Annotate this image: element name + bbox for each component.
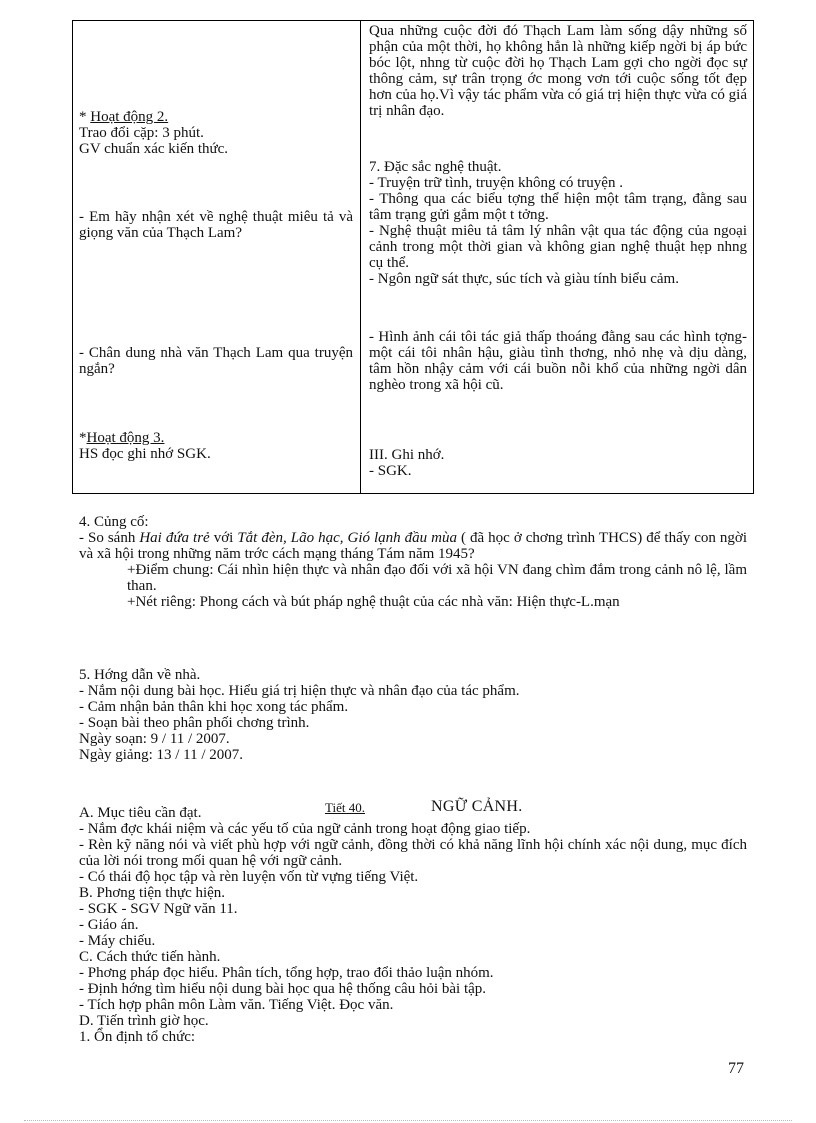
table-cell-right-1: Qua những cuộc đời đó Thạch Lam làm sống dậy những số phận của một thời, họ không hẳn là những kiếp ngời bị áp bức bóc lột, nhng từ cuộc đời họ Thạch Lam gợi cho ngời đọc sự thông cảm, sự trân trọng ớc mong vơn tới cuộc sống tốt đẹp hơn của họ.Vì vậy tác phẩm vừa có giá trị hiện thực vừa có giá trị nhân đạo.	[369, 23, 747, 119]
consolidation-heading: 4. Củng cố:	[79, 514, 149, 530]
body-line: - Phơng pháp đọc hiểu. Phân tích, tổng hợp, trao đổi thảo luận nhóm.	[79, 965, 494, 981]
body-line: 1. Ổn định tổ chức:	[79, 1029, 196, 1045]
table-cell-right-3: - Hình ảnh cái tôi tác giả thấp thoáng đằng sau các hình tợng- một cái tôi nhân hậu, giàu tình thơng, nhỏ nhẹ và dịu dàng, tâm hồn nhậy cảm với cái buồn nỗi khổ của những ngời dân nghèo trong xã hội cũ.	[369, 329, 747, 393]
homework-item: - Nắm nội dung bài học. Hiểu giá trị hiện thực và nhân đạo của tác phẩm.	[79, 683, 520, 699]
consolidation-question: - So sánh Hai đứa trẻ với Tắt đèn, Lão hạc, Gió lạnh đầu mùa ( đã học ở chơng trình THCS) để thấy con ngời và xã hội trong những năm trớc cách mạng tháng Tám năm 1945?	[79, 530, 747, 562]
page-bottom-divider	[24, 1120, 792, 1121]
body-line: C. Cách thức tiến hành.	[79, 949, 221, 965]
homework-heading: 5. Hớng dẫn về nhà.	[79, 667, 201, 683]
table-column-divider	[360, 21, 361, 493]
homework-item: - Soạn bài theo phân phối chơng trình.	[79, 715, 310, 731]
body-line: B. Phơng tiện thực hiện.	[79, 885, 226, 901]
body-line: D. Tiến trình giờ học.	[79, 1013, 209, 1029]
activity-2-heading: Hoạt động 2.	[90, 109, 169, 125]
lesson-plan-body	[79, 805, 747, 1045]
homework-section	[79, 667, 747, 763]
homework-item: - Cảm nhận bản thân khi học xong tác phẩm.	[79, 699, 349, 715]
table-cell-right-4: III. Ghi nhớ. - SGK.	[369, 447, 445, 479]
teach-date: Ngày giảng: 13 / 11 / 2007.	[79, 747, 244, 763]
body-line: - Có thái độ học tập và rèn luyện vốn từ vựng tiếng Việt.	[79, 869, 419, 885]
lesson-table	[72, 20, 754, 494]
body-line: - Nắm đợc khái niệm và các yếu tố của ngữ cảnh trong hoạt động giao tiếp.	[79, 821, 531, 837]
body-line: - Máy chiếu.	[79, 933, 156, 949]
body-line: - Tích hợp phân môn Làm văn. Tiếng Việt. Đọc văn.	[79, 997, 394, 1013]
activity-3-heading: Hoạt động 3.	[86, 430, 165, 446]
body-line: - Rèn kỹ năng nói và viết phù hợp với ngữ cảnh, đồng thời có khả năng lĩnh hội chính xác nội dung, mục đích của lời nói trong mối quan hệ với ngữ cảnh.	[79, 837, 747, 869]
table-cell-left-4: *Hoạt động 3. HS đọc ghi nhớ SGK.	[79, 430, 211, 462]
consolidation-section	[79, 514, 747, 610]
body-line: - SGK - SGV Ngữ văn 11.	[79, 901, 238, 917]
table-cell-right-2: 7. Đặc sắc nghệ thuật. - Truyện trữ tình, truyện không có truyện . - Thông qua các biểu tợng thể hiện một tâm trạng, đằng sau tâm trạng gửi gắm một t tởng. - Nghệ thuật miêu tả tâm lý nhân vật qua tác động của ngoại cảnh trong một thời gian và không gian nghệ thuật hẹp nhng cụ thể. - Ngôn ngữ sát thực, súc tích và giàu tính biểu cảm.	[369, 159, 747, 287]
lesson-title: NGỮ CẢNH.	[431, 798, 523, 815]
consolidation-common: +Điểm chung: Cái nhìn hiện thực và nhân đạo đối với xã hội VN đang chìm đắm trong cảnh nô lệ, lầm than.	[127, 562, 747, 594]
body-line: A. Mục tiêu cần đạt.	[79, 805, 202, 821]
prep-date: Ngày soạn: 9 / 11 / 2007.	[79, 731, 230, 747]
table-cell-left-1: * Hoạt động 2. Trao đổi cặp: 3 phút. GV chuẩn xác kiến thức.	[79, 109, 229, 157]
table-cell-left-3: - Chân dung nhà văn Thạch Lam qua truyện ngắn?	[79, 345, 353, 377]
page-number: 77	[728, 1060, 744, 1077]
body-line: - Giáo án.	[79, 917, 139, 933]
table-cell-left-2: - Em hãy nhận xét về nghệ thuật miêu tả và giọng văn của Thạch Lam?	[79, 209, 353, 241]
lesson-number: Tiết 40.	[325, 800, 365, 815]
body-line: - Định hớng tìm hiểu nội dung bài học qua hệ thống câu hỏi bài tập.	[79, 981, 487, 997]
consolidation-distinct: +Nét riêng: Phong cách và bút pháp nghệ thuật của các nhà văn: Hiện thực-L.mạn	[127, 594, 620, 610]
